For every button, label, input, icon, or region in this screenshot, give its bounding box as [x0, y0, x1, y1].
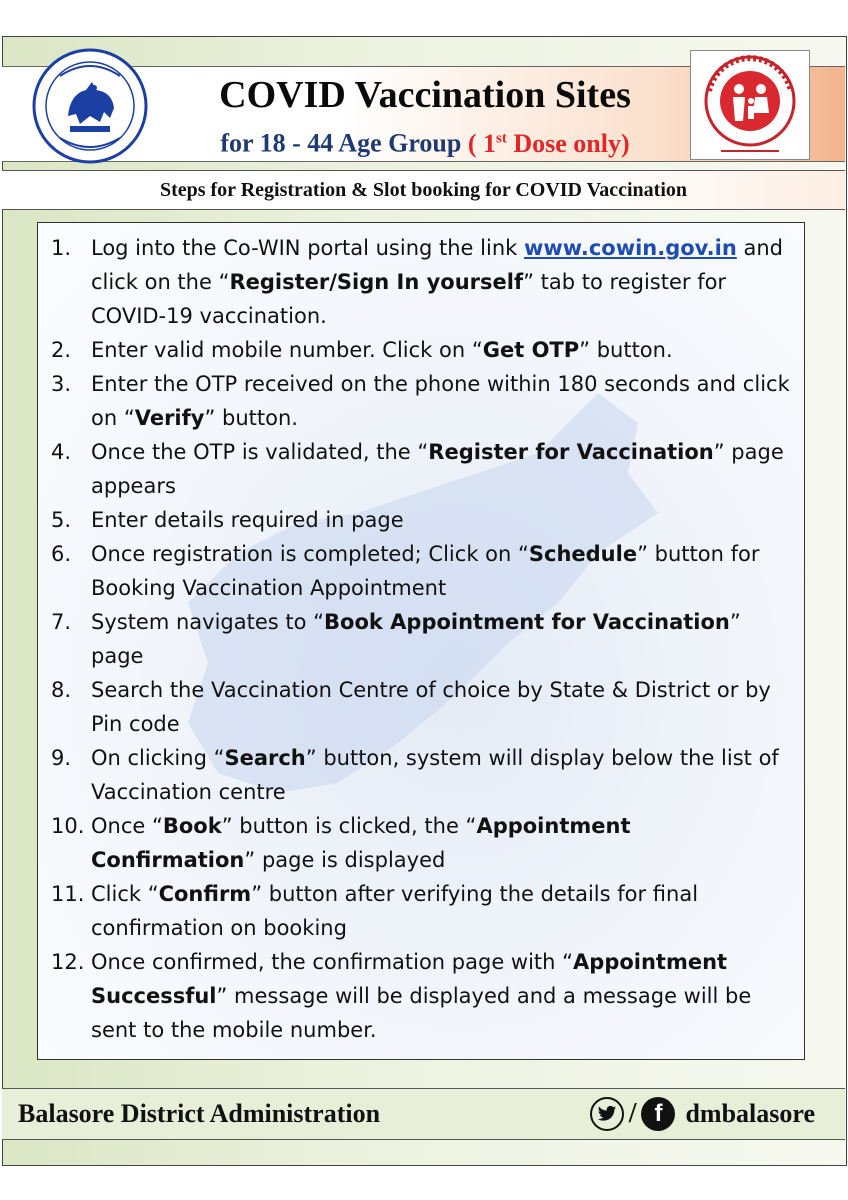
step-text: Enter details required in page	[91, 508, 404, 532]
footer-organisation: Balasore District Administration	[18, 1099, 381, 1128]
step-number: 2.	[51, 338, 72, 362]
step-number: 10.	[51, 814, 85, 838]
step-item	[38, 231, 804, 333]
cowin-link[interactable]: www.cowin.gov.in	[523, 236, 737, 260]
step-text: ” button after verifying the details for final confirmation on booking	[91, 882, 699, 940]
step-keyword: Register/Sign In yourself	[229, 270, 524, 294]
page-title: COVID Vaccination Sites	[219, 74, 631, 116]
step-item	[38, 673, 804, 741]
step-text: ” button, system will display below the list of Vaccination centre	[91, 746, 779, 804]
step-keyword: Register for Vaccination	[428, 440, 714, 464]
step-keyword: Appointment Successful	[91, 950, 728, 1008]
step-text: Once “	[91, 814, 163, 838]
step-text: Search the Vaccination Centre of choice by State & District or by Pin code	[91, 678, 771, 736]
steps-heading: Steps for Registration & Slot booking for COVID Vaccination	[2, 170, 845, 210]
step-number: 3.	[51, 372, 72, 396]
step-item	[38, 503, 804, 537]
step-keyword: Book Appointment for Vaccination	[324, 610, 730, 634]
page-subtitle	[160, 120, 690, 162]
step-item	[38, 435, 804, 503]
step-item	[38, 945, 804, 1047]
step-number: 11.	[51, 882, 85, 906]
step-keyword: Book	[162, 814, 222, 838]
step-item	[38, 367, 804, 435]
step-number: 1.	[51, 236, 72, 260]
steps-list	[38, 231, 804, 1047]
step-keyword: Confirm	[158, 882, 252, 906]
step-text: Enter the OTP received on the phone within 180 seconds and click on “	[91, 372, 790, 430]
steps-box	[37, 222, 805, 1060]
step-keyword: Schedule	[528, 542, 638, 566]
step-text: Log into the Co-WIN portal using the link	[91, 236, 524, 260]
step-item	[38, 877, 804, 945]
footer-bar	[2, 1088, 845, 1140]
step-item	[38, 333, 804, 367]
footer-social	[590, 1089, 815, 1139]
step-keyword: Search	[224, 746, 306, 770]
step-text: Click “	[91, 882, 159, 906]
step-text: ” button is clicked, the “	[221, 814, 477, 838]
step-number: 9.	[51, 746, 72, 770]
facebook-icon[interactable]: f	[641, 1097, 675, 1131]
step-text: Enter valid mobile number. Click on “	[91, 338, 483, 362]
social-handle: dmbalasore	[685, 1099, 815, 1128]
subtitle-dose	[468, 129, 630, 158]
step-text: Once confirmed, the confirmation page with “	[91, 950, 574, 974]
step-text: ” tab to register for COVID-19 vaccination.	[91, 270, 727, 328]
step-text: Once registration is completed; Click on “	[91, 542, 529, 566]
step-text: ” button.	[204, 406, 298, 430]
step-number: 4.	[51, 440, 72, 464]
subtitle-dose-rest: Dose only)	[506, 128, 630, 158]
national-health-mission-icon	[690, 50, 810, 160]
subtitle-dose-open: ( 1	[467, 128, 497, 158]
step-text: Once the OTP is validated, the “	[91, 440, 429, 464]
step-text: ” button.	[579, 338, 673, 362]
step-number: 6.	[51, 542, 72, 566]
step-keyword: Appointment Confirmation	[91, 814, 631, 872]
step-text: System navigates to “	[91, 610, 325, 634]
step-item	[38, 537, 804, 605]
step-text: ” message will be displayed and a message will be sent to the mobile number.	[91, 984, 752, 1042]
step-text: and click on the “	[91, 236, 783, 294]
step-text: ” page appears	[91, 440, 784, 498]
step-text: ” page is displayed	[244, 848, 446, 872]
twitter-icon[interactable]	[590, 1097, 624, 1131]
subtitle-dose-sup: st	[496, 130, 507, 146]
step-number: 7.	[51, 610, 72, 634]
step-text: On clicking “	[91, 746, 225, 770]
step-item	[38, 741, 804, 809]
step-keyword: Verify	[134, 406, 205, 430]
step-item	[38, 605, 804, 673]
step-number: 8.	[51, 678, 72, 702]
subtitle-age-group: for 18 - 44 Age Group	[220, 128, 462, 158]
step-text: ” button for Booking Vaccination Appointment	[91, 542, 760, 600]
step-keyword: Get OTP	[482, 338, 580, 362]
footer-slash: /	[628, 1098, 637, 1129]
step-number: 5.	[51, 508, 72, 532]
step-item	[38, 809, 804, 877]
step-number: 12.	[51, 950, 85, 974]
odisha-govt-emblem-icon	[30, 46, 150, 166]
step-text: ” page	[91, 610, 741, 668]
